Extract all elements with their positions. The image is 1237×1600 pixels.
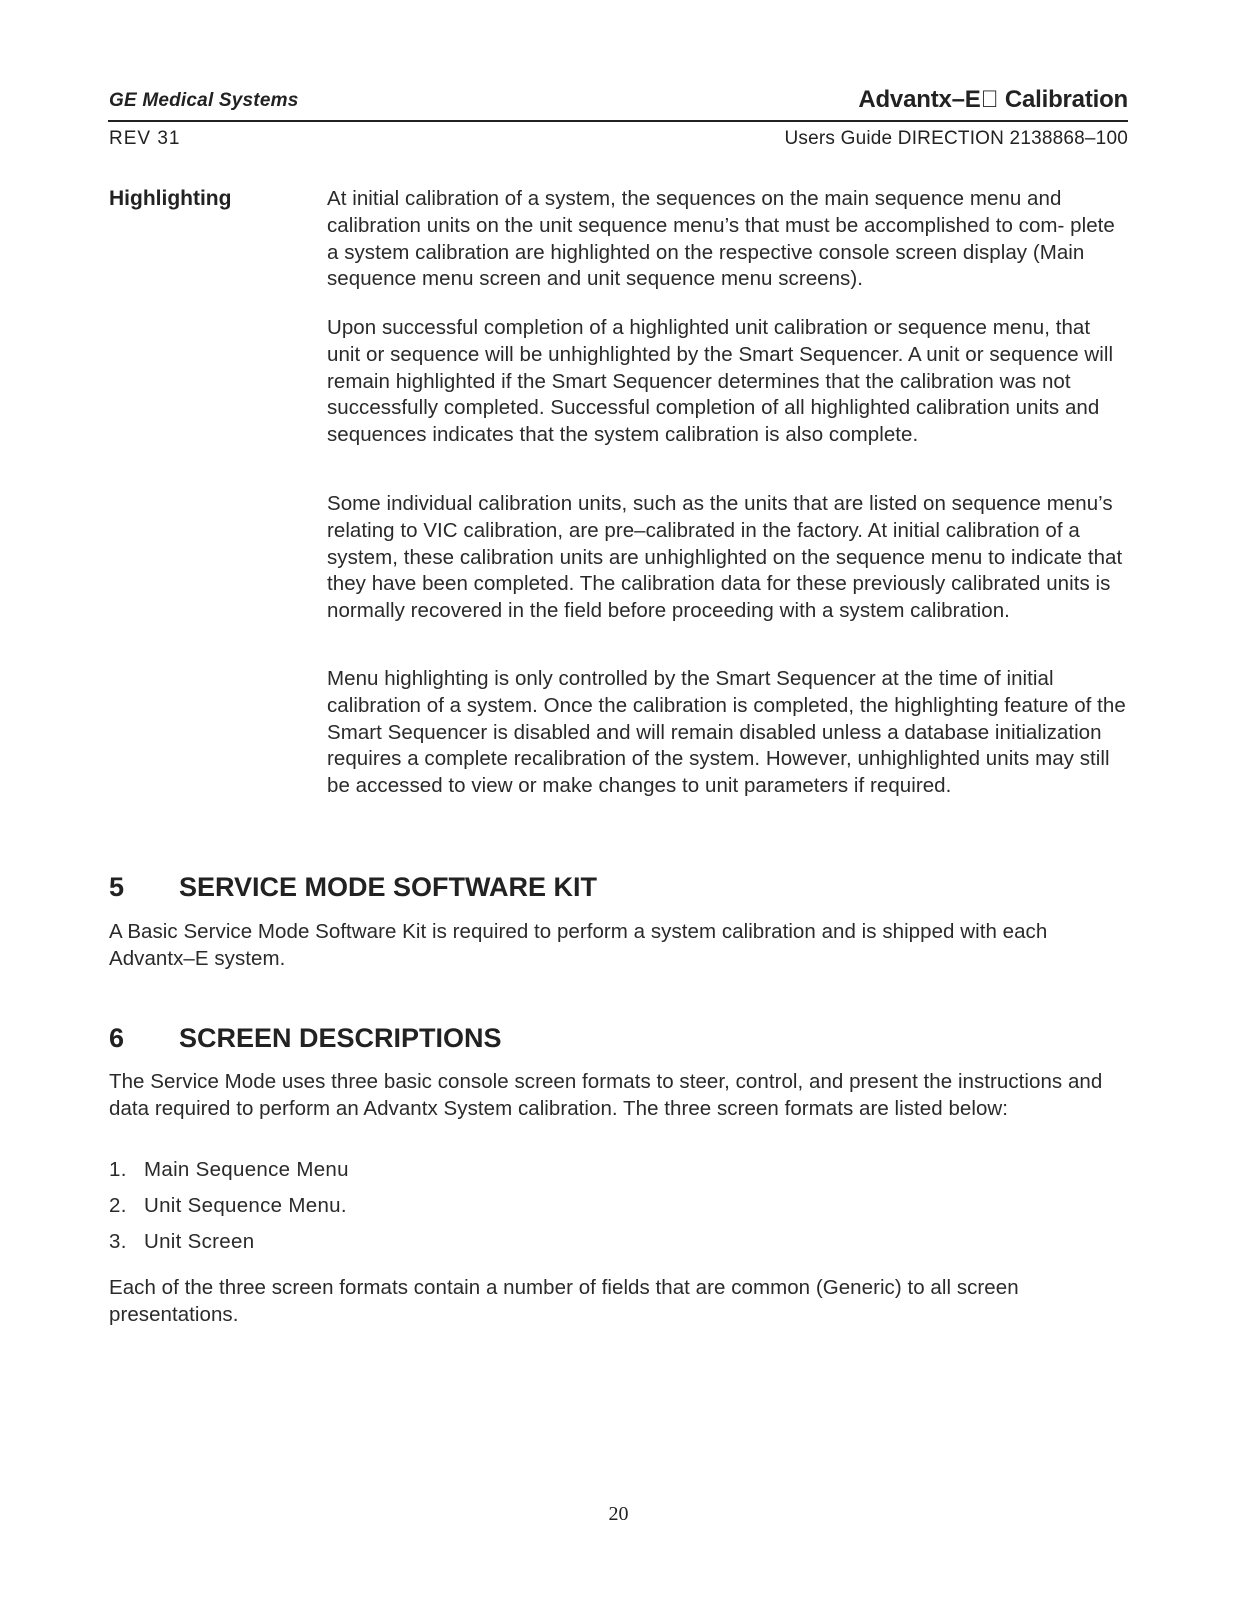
section-heading-5 [109, 872, 597, 903]
list-number: 2. [109, 1194, 127, 1217]
page-number: 20 [608, 1503, 629, 1525]
section-heading-6 [109, 1023, 502, 1054]
header-rev: REV 31 [109, 128, 181, 149]
section-title: SERVICE MODE SOFTWARE KIT [179, 872, 598, 902]
list-number: 3. [109, 1230, 127, 1253]
list-item [109, 1194, 347, 1218]
list-item [109, 1230, 254, 1254]
section-5-body: A Basic Service Mode Software Kit is required to perform a system calibration and is shipped with each Advantx–E system. [109, 920, 1048, 970]
list-text: Main Sequence Menu [144, 1158, 349, 1181]
list-number: 1. [109, 1158, 127, 1181]
section-number: 5 [109, 872, 125, 902]
section-6-closing: Each of the three screen formats contain a number of fields that are common (Generic) to all screen presentations. [109, 1276, 1019, 1326]
header-company: GE Medical Systems [109, 90, 299, 111]
header-doc-title: Advantx–E  Calibration [858, 86, 1128, 113]
highlighting-paragraph: Upon successful completion of a highlighted unit calibration or sequence menu, that unit or sequence will be unhighlighted by the Smart Sequencer. A unit or sequence will remain highlighted if the Smart Sequencer determines that the calibration was not successfully completed. Successful completion of all highlighted calibration units and sequences indicates that the system calibration is also complete. [327, 316, 1114, 447]
header-rule [108, 120, 1128, 122]
header-direction: Users Guide DIRECTION 2138868–100 [784, 128, 1128, 149]
list-text: Unit Screen [144, 1230, 255, 1253]
section-number: 6 [109, 1023, 125, 1053]
list-item [109, 1158, 349, 1182]
highlighting-paragraph: Menu highlighting is only controlled by the Smart Sequencer at the time of initial calibration of a system. Once the calibration is completed, the highlighting feature of the Smart Sequencer is disabled and will remain disabled unless a database initialization requires a complete recalibration of the system. However, unhighlighted units may still be accessed to view or make changes to unit parameters if required. [327, 667, 1126, 798]
list-text: Unit Sequence Menu. [144, 1194, 347, 1217]
section-title: SCREEN DESCRIPTIONS [179, 1023, 502, 1053]
highlighting-paragraph: Some individual calibration units, such as the units that are listed on sequence menu’s relating to VIC calibration, are pre–calibrated in the factory. At initial calibration of a system, these calibration units are unhighlighted on the sequence menu to indicate that they have been completed. The calibration data for these previously calibrated units is normally recovered in the field before proceeding with a system calibration. [327, 492, 1123, 623]
side-heading-highlighting: Highlighting [109, 187, 232, 210]
section-6-intro: The Service Mode uses three basic console screen formats to steer, control, and present the instructions and data required to perform an Advantx System calibration. The three screen formats are listed below: [109, 1070, 1103, 1120]
highlighting-paragraph: At initial calibration of a system, the sequences on the main sequence menu and calibration units on the unit sequence menu’s that must be accomplished to com- plete a system calibration are highlighted on the respective console screen display (Main sequence menu screen and unit sequence menu screens). [327, 187, 1115, 291]
